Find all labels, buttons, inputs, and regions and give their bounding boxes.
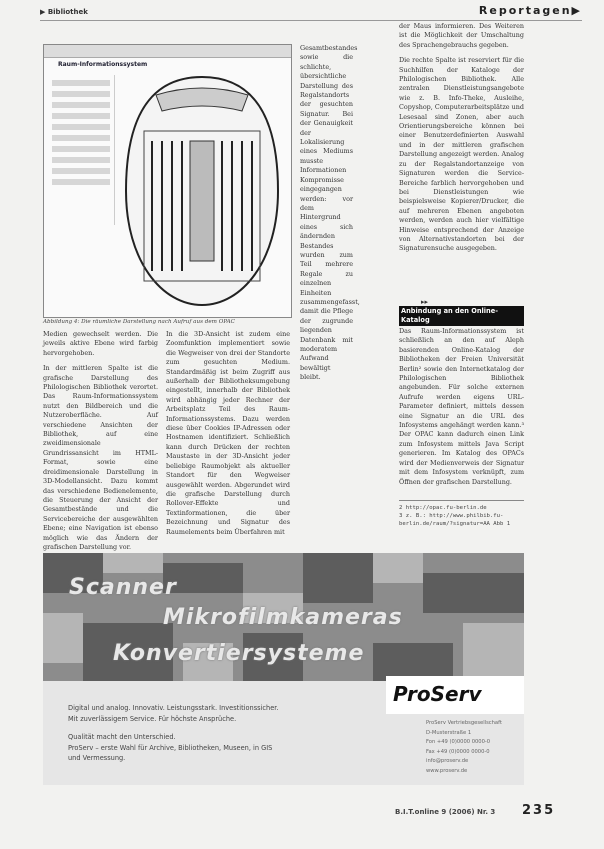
- figure-window-bar: [44, 45, 291, 58]
- address-line: D-Musterstraße 1: [426, 729, 472, 736]
- figure-left-panel: [48, 75, 115, 225]
- journal-citation: B.I.T.online 9 (2006) Nr. 3: [395, 808, 496, 816]
- address-line: ProServ Vertriebsgesellschaft: [426, 720, 502, 726]
- address-line: www.proserv.de: [426, 767, 468, 774]
- section-heading: [399, 298, 524, 326]
- footnote: 3 z. B.: http://www.philbib.fu-berlin.de/raum/?signatur=AA Abb 1: [399, 513, 511, 527]
- paragraph: In der mittleren Spalte ist die grafische Darstellung des Philologischen Bibliothek verortet. Das Raum-Informationssystem nutzt den Bildbereich und die Nutzeroberfläche. Auf verschiedene Ansichten der Bibliothek, auf eine zweidimensionale Grundrissansicht im HTML-Format, sowie eine dreidimensionale Darstellung in 3D-Modellansicht. Dazu kommt das verschiedene Bedienelemente, die Steuerung der Ansicht der Gesamtbestände und die Servicebereiche der ausgewählten Ebene; eine Navigation ist ebenso möglich wie das Ändern der grafischen Darstellung vor.: [43, 364, 158, 551]
- paragraph: Das Raum-Informationssystem ist schließlich an den auf Aleph basierenden Online-Katalog der Bibliotheken der Freien Universität Berlin² sowie den Internetkatalog der Philologischen Bibliothek angebunden. Für solche externen Aufrufe werden eigens URL-Parameter definiert, mittels dessen eine Signatur an die URL des Infosystems angehängt werden kann.³ Der OPAC kann dadurch einen Link zum Infosystem mittels Java Script generieren. Im Katalog des OPACs wird der Medienverweis der Signatur mit dem Infosystem verknüpft, zum Öffnen der grafischen Darstellung.: [399, 327, 524, 486]
- ad-address: [426, 719, 521, 776]
- article-column-1: [43, 330, 158, 558]
- footnote: 2 http://opac.fu-berlin.de: [399, 505, 487, 511]
- section-heading-title: Anbindung an den Online-Katalog: [399, 306, 524, 326]
- article-column-2: [166, 330, 290, 543]
- article-column-narrow: [300, 44, 360, 389]
- header-section-label: ▶ Bibliothek: [40, 8, 88, 16]
- advertisement: [43, 553, 524, 785]
- paragraph: Gesamtbestandes sowie die schlichte, übersichtliche Darstellung des Regalstandorts der gesuchten Signatur. Bei der Genauigkeit der Lokalisierung eines Mediums musste Informationen Kompromisse eingegangen werden: vor dem Hintergrund eines sich ändernden Bestandes wurden zum Teil mehrere Regale zu einzelnen Einheiten zusammengefasst, damit die Pflege der zugrunde liegenden Datenbank mit moderatem Aufwand bewältigt bleibt.: [300, 44, 360, 382]
- article-column-3: [399, 22, 524, 260]
- logo-text: ProServ: [393, 682, 482, 706]
- ad-line: ProServ – erste Wahl für Archive, Bibliotheken, Museen, in GIS: [68, 743, 273, 752]
- header-rubric: Reportagen▶: [478, 4, 582, 17]
- paragraph: In die 3D-Ansicht ist zudem eine Zoomfunktion implementiert sowie die Wegweiser von drei der Standorte zum gesuchten Medium. Standardmäßig ist beim Zugriff aus außerhalb der Bibliotheksumgebung eingestellt, innerhalb der Bibliothek wird abhängig jeder Rechner der Arbeitsplatz Teil des Raum-Informationssystems. Dazu werden diese über Cookies IP-Adressen oder Hostnamen identifiziert. Schließlich kann durch Drücken der rechten Maustaste in der 3D-Ansicht jeder beliebige Raumobjekt als aktueller Standort für den Wegweiser ausgewählt werden. Abgerundet wird die grafische Darstellung durch Rollover-Effekte und Textinformationen, die über Bezeichnung und Signatur des Raumelements beim Überfahren mit: [166, 330, 290, 536]
- ad-word-scanner: Scanner: [69, 575, 177, 600]
- ad-line: Qualität macht den Unterschied.: [68, 733, 176, 741]
- screenshot-figure: [43, 44, 292, 318]
- page-number: 235: [522, 803, 556, 818]
- ad-word-systems: Konvertiersysteme: [113, 641, 365, 666]
- address-line: Fon +49 (0)0000 0000-0: [426, 739, 491, 745]
- ad-copy: [68, 703, 368, 772]
- ad-line: Mit zuverlässigem Service. Für höchste Ansprüche.: [68, 714, 237, 723]
- ad-word-cameras: Mikrofilmkameras: [163, 605, 403, 630]
- address-line: Fax +49 (0)0000 0000-0: [426, 748, 490, 755]
- paragraph: Medien gewechselt werden. Die jeweils aktive Ebene wird farbig hervorgehoben.: [43, 330, 158, 357]
- paragraph: Die rechte Spalte ist reserviert für die Suchhilfen der Kataloge der Philologischen Bibliothek. Alle zentralen Dienstleistungsangebote wie z. B. Info-Theke, Ausleihe, Copyshop, Computerarbeitsplätze und Lesesaal sind Zonen, aber auch Orientierungsbereiche können bei einer Benutzerdefinierten Auswahl und in der mittleren grafischen Darstellung angezeigt werden. Analog zu der Regalstandortanzeige von Signaturen werden die Service-Bereiche farblich hervorgehoben und bei Dienstleistungen wie beispielsweise Kopierer/Drucker, die auf mehreren Ebenen angeboten werden, werden auch hier vielfältige Hinweise entsprechend der Anzeige von Alternativstandorten bei der Signaturensuche ausgegeben.: [399, 56, 524, 253]
- paragraph: der Maus informieren. Des Weiteren ist die Möglichkeit der Umschaltung des Sprachengebrauchs gegeben.: [399, 22, 524, 49]
- proserv-logo: [386, 676, 524, 714]
- figure-caption: Abbildung 4: Die räumliche Darstellung nach Aufruf aus dem OPAC: [43, 319, 235, 325]
- figure-app-heading: Raum-Informationssystem: [58, 61, 148, 68]
- arrow-icon: ▸▸: [421, 298, 429, 306]
- header-rule: [40, 20, 582, 21]
- footnotes: [399, 500, 524, 528]
- ad-line: und Vermessung.: [68, 754, 126, 762]
- article-column-3-continued: [399, 327, 524, 493]
- ad-line: Digital und analog. Innovativ. Leistungsstark. Investitionssicher.: [68, 704, 279, 712]
- library-floor-plan: [122, 71, 282, 311]
- address-line: info@proserv.de: [426, 758, 469, 764]
